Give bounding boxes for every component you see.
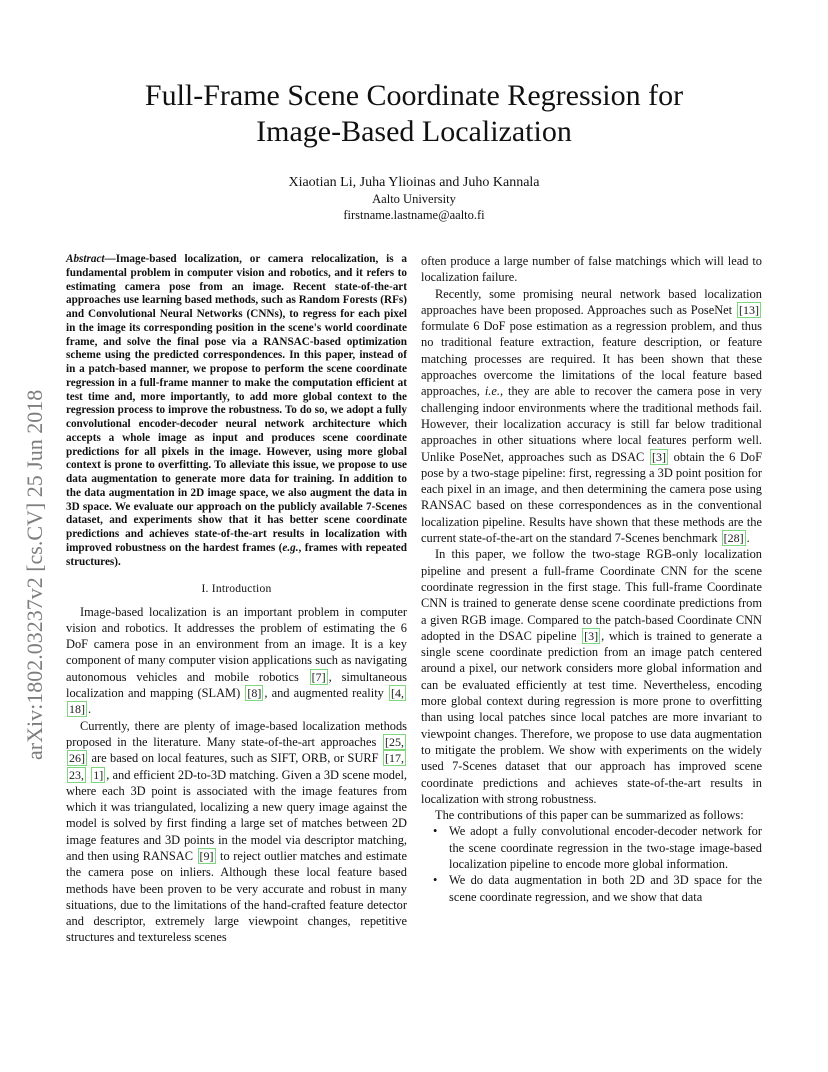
text-run-italic: i.e. <box>484 384 500 399</box>
right-paragraph-0: often produce a large number of false matchings which will lead to localization failure. <box>421 254 762 285</box>
citation-link[interactable]: [8] <box>247 686 262 701</box>
citation-link[interactable]: [13] <box>739 302 759 317</box>
list-item <box>433 823 762 872</box>
text-run: . <box>746 531 750 546</box>
citation-link[interactable]: [7] <box>311 669 326 684</box>
left-column <box>66 253 407 946</box>
section-heading-introduction: I. Introduction <box>201 582 272 596</box>
text-run: , which is trained to generate a single scene coordinate prediction from an image patch centered around a pixel, our network considers more global information and can be evaluated efficiently at test time. Nevertheless, encoding more global context during regression is more prone to overfitting than using local patches since local patches are more invariant to viewpoint changes. Therefore, we propose to use data augmentation to mitigate the problem. We show with experiments on the widely used 7-Scenes dataset that our approach has improved scene coordinate predictions and achieves state-of-the-art results in localization with strong robustness. <box>421 628 762 806</box>
bullet-icon: • <box>433 873 438 888</box>
title-line-2: Image-Based Localization <box>256 115 572 148</box>
text-run: obtain the 6 DoF pose by a two-stage pipeline: first, regressing a 3D point position for each pixel in an image, and then determining the camera pose using RANSAC based on these correspondences as in the conventional localization pipeline. Results have shown that these methods are the current state-of-the-art on the standard 7-Scenes benchmark <box>421 449 762 546</box>
author-email: firstname.lastname@aalto.fi <box>343 208 485 222</box>
citation-link[interactable]: [3] <box>651 449 666 464</box>
citation-link[interactable]: 1] <box>93 767 104 782</box>
right-paragraph-2 <box>421 546 762 807</box>
text-run: Currently, there are plenty of image-based localization methods proposed in the literature. Many state-of-the-art approaches <box>66 718 407 749</box>
abstract-tail: , frames with repeated structures). <box>66 541 407 568</box>
citation-link[interactable]: 23, <box>69 767 84 782</box>
text-run: Image-based localization is an important problem in computer vision and robotics. It addresses the problem of estimating the 6 DoF camera pose in an environment from an image. It is a key component of many computer vision applications such as navigating autonomous vehicles and mobile robotics <box>66 604 407 684</box>
abstract-eg: e.g. <box>282 541 299 554</box>
bullet-icon: • <box>433 824 438 839</box>
citation-link[interactable]: 18] <box>69 702 85 717</box>
author-list: Xiaotian Li, Juha Ylioinas and Juho Kannala <box>288 175 540 190</box>
text-run: , simultaneous localization and mapping (SLAM) <box>66 669 407 701</box>
abstract-text: —Image-based localization, or camera relocalization, is a fundamental problem in computer vision and robotics, and it refers to estimating camera pose from an image. Recent state-of-the-art approaches use learning based methods, such as Random Forests (RFs) and Convolutional Neural Networks (CNNs), to regress for each pixel in the image its corresponding position in the scene's world coordinate frame, and solve the final pose via a RANSAC-based optimization scheme using the predicted correspondences. In this paper, instead of in a patch-based manner, we propose to perform the scene coordinate regression in a full-frame manner to make the computation efficient at test time and, more importantly, to add more global context to the regression process to improve the robustness. To do so, we adopt a fully convolutional encoder-decoder neural network architecture which accepts a whole image as input and produces scene coordinate predictions for all pixels in the image. However, using more global context is prone to overfitting. To alleviate this issue, we propose to use data augmentation to generate more data for training. In addition to the data augmentation in 2D image space, we also augment the data in 3D space. We evaluate our approach on the publicly available 7-Scenes dataset, and experiments show that it has better scene coordinate predictions and achieves state-of-the-art results in localization with improved robustness on the hardest frames ( <box>66 253 407 554</box>
title-line-1: Full-Frame Scene Coordinate Regression for <box>144 79 684 112</box>
list-item <box>433 872 762 905</box>
intro-paragraph-1 <box>66 604 407 718</box>
citation-link[interactable]: [4, <box>391 686 404 701</box>
affiliation: Aalto University <box>372 192 456 206</box>
arxiv-identifier-stamp <box>22 290 48 760</box>
list-item-text: We adopt a fully convolutional encoder-decoder network for the scene coordinate regression in the two-stage image-based localization pipeline to encode more global information. <box>449 824 762 871</box>
right-column <box>421 253 762 905</box>
text-run: Recently, some promising neural network based localization approaches have been proposed. Approaches such as PoseNet <box>421 286 762 317</box>
list-item-text: We do data augmentation in both 2D and 3D space for the scene coordinate regression, and we show that data <box>449 873 762 904</box>
text-run: In this paper, we follow the two-stage RGB-only localization pipeline and present a full-frame Coordinate CNN for the scene coordinate regression in the first stage. This full-frame Coordinate CNN is trained to generate dense scene coordinate predictions from a given RGB image. Compared to the patch-based Coordinate CNN adopted in the DSAC pipeline <box>421 547 762 643</box>
citation-link[interactable]: [25, <box>385 734 404 749</box>
right-paragraph-3: The contributions of this paper can be summarized as follows: <box>435 808 744 823</box>
citation-link[interactable]: [28] <box>723 531 744 546</box>
citation-link[interactable]: 26] <box>69 751 85 766</box>
citation-link[interactable]: [17, <box>385 751 404 766</box>
text-run: . <box>88 702 92 717</box>
text-run: , and efficient 2D-to-3D matching. Given a 3D scene model, where each 3D point is associated with the image features from which it was triangulated, localizing a new query image against the model is solved by first finding a large set of matches between 2D image features and 3D points in the model via descriptor matching, and then using RANSAC <box>66 767 407 863</box>
contributions-list <box>421 823 762 904</box>
text-run: formulate 6 DoF pose estimation as a regression problem, and thus no traditional feature extraction, feature description, or feature matching processes are required. It has been shown that these approaches overcome the limitations of the local feature based approaches, <box>421 319 762 399</box>
abstract-label: Abstract <box>66 253 105 265</box>
text-run: , and augmented reality <box>264 686 388 701</box>
intro-paragraph-2 <box>66 718 407 946</box>
citation-link[interactable]: [9] <box>199 849 214 863</box>
abstract <box>66 253 407 569</box>
text-run: to reject outlier matches and estimate the camera pose on inliers. Although these local feature based methods have been proven to be very accurate and robust in many situations, due to the limitations of the hand-crafted feature detector and descriptor, extremely large viewpoint changes, repetitive structures and textureless scenes <box>66 849 407 945</box>
right-paragraph-1 <box>421 286 762 547</box>
paper-title <box>70 78 758 150</box>
text-run: are based on local features, such as SIFT, ORB, or SURF <box>88 751 382 766</box>
arxiv-identifier-text: arXiv:1802.03237v2 [cs.CV] 25 Jun 2018 <box>22 389 47 760</box>
text-run: , they are able to recover the camera pose in very challenging indoor environments where the traditional methods fail. However, their localization accuracy is still far below traditional approaches in other situations where local features perform well. Unlike PoseNet, approaches such as DSAC <box>421 384 762 464</box>
citation-link[interactable]: [3] <box>584 628 599 643</box>
